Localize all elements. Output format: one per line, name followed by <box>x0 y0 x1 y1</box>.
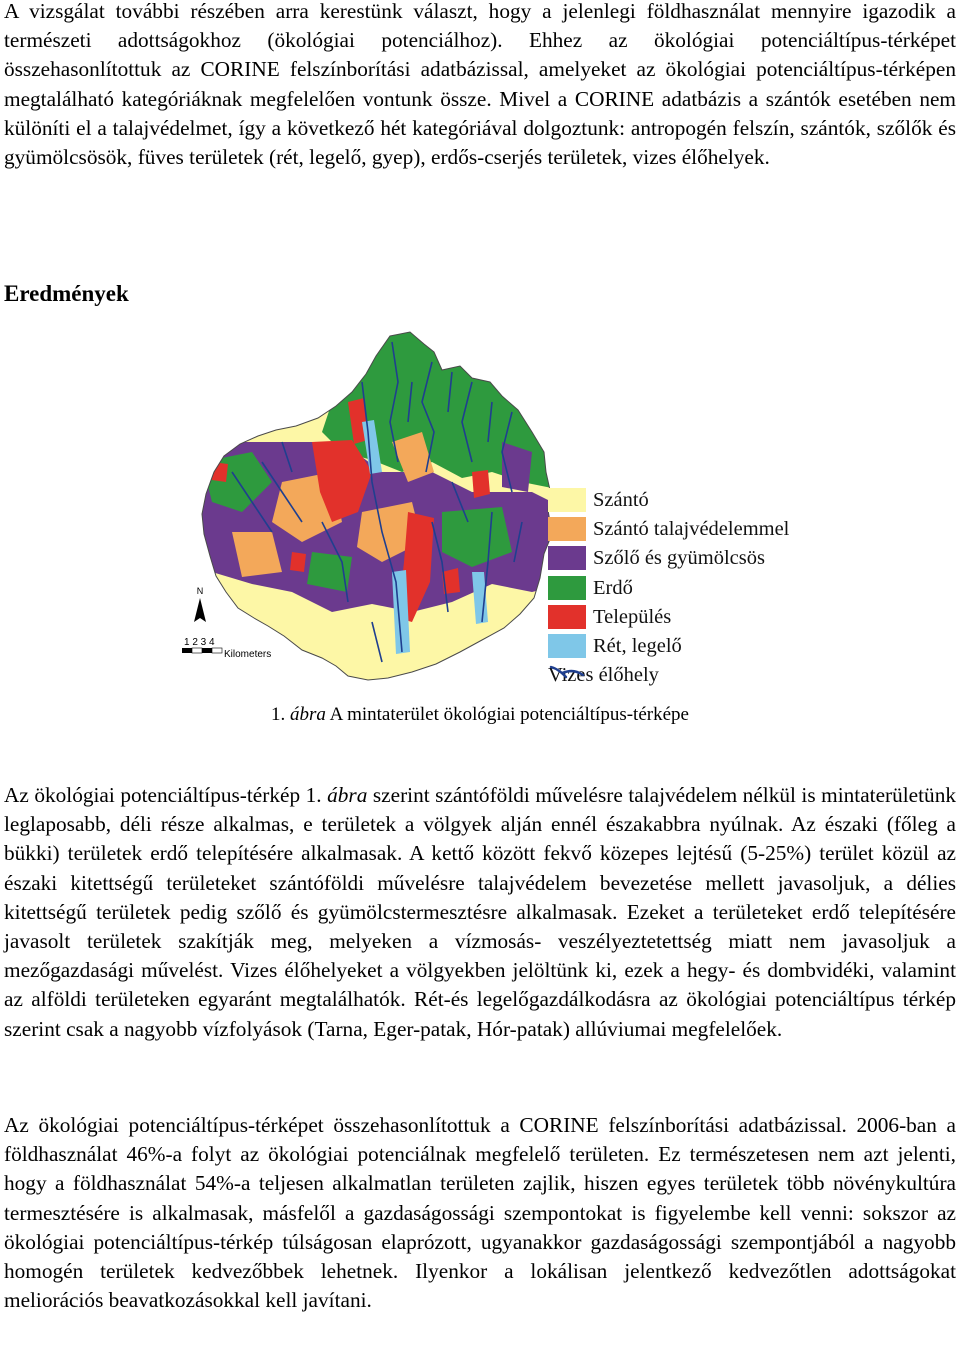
result-paragraph-1 <box>4 781 956 1044</box>
section-heading: Eredmények <box>4 281 129 306</box>
legend-label: Szántó <box>593 488 649 511</box>
legend-swatch <box>548 634 586 658</box>
scale-bar <box>182 637 271 660</box>
legend-label: Szántó talajvédelemmel <box>593 517 790 540</box>
legend-item-vizes-elohely <box>548 661 818 690</box>
scale-unit: Kilometers <box>224 649 272 660</box>
legend-swatch <box>548 546 586 570</box>
legend-label: Rét, legelő <box>593 635 682 658</box>
legend-item-szanto-talajvedelemmel <box>548 514 818 543</box>
figure-ecological-potential-map <box>172 322 812 694</box>
figure-caption <box>4 702 956 728</box>
text-run: Az ökológiai potenciáltípus-térkép 1. <box>4 783 328 807</box>
legend-swatch <box>548 576 586 600</box>
caption-number: 1. <box>271 704 286 725</box>
legend-label: Település <box>593 605 672 628</box>
result-paragraph-2: Az ökológiai potenciáltípus-térképet összehasonlítottuk a CORINE felszínborítási adatbázissal. 2006-ban a földhasználat 46%-a folyt az ökológiai potenciálnak megfelelő területen. Ez természetesen nem azt jelenti, hogy a földhasználat 54%-a teljesen alkalmatlan területen zajlik, hiszen egyes területek több növénykultúra termesztésére is alkalmasak, másfelől a gazdaságossági szempontokat is figyelembe kell venni: sokszor az ökológiai potenciáltípus-térkép túlságosan elaprózott, ugyanakkor gazdaságossági szempontjából a nagyobb homogén területek kedvezőbbek lehetnek. Ilyenkor a lokálisan jelentkező kedvezőtlen adottságokat meliorációs beavatkozásokkal kell javítani. <box>4 1113 956 1313</box>
caption-word: ábra <box>290 704 326 725</box>
legend-swatch <box>548 488 586 512</box>
north-arrow-icon <box>194 598 206 622</box>
legend-item-telepules <box>548 602 818 631</box>
legend-swatch <box>548 517 586 541</box>
legend-item-erdo <box>548 573 818 602</box>
legend-label: Erdő <box>593 576 633 599</box>
legend-label: Szőlő és gyümölcsös <box>593 547 765 570</box>
stream-line-icon <box>548 661 586 685</box>
legend-item-szolo-es-gyumolcsos <box>548 544 818 573</box>
legend-label: Vizes élőhely <box>548 664 659 687</box>
intro-paragraph: A vizsgálat további részében arra kerestünk választ, hogy a jelenlegi földhasználat mennyire igazodik a természeti adottságokhoz (ökológiai potenciálhoz). Ehhez az ökológiai potenciáltípus-térképet összehasonlítottuk az CORINE felszínborítási adatbázissal, amelyeket az ökológiai potenciáltípus-térképen megtalálható kategóriáknak megfelelően vontunk össze. Mivel a CORINE adatbázis a szántók esetében nem különíti el a talajvédelmet, így a következő hét kategóriával dolgoztunk: antropogén felszín, szántók, szőlők és gyümölcsösök, füves területek (rét, legelő, gyep), erdős-cserjés területek, vizes élőhelyek. <box>4 0 956 170</box>
map-legend <box>548 485 818 690</box>
legend-item-szanto <box>548 485 818 514</box>
scale-numbers: 1 2 3 4 <box>184 637 215 648</box>
north-label: N <box>196 586 204 596</box>
legend-item-ret-legelo <box>548 631 818 660</box>
legend-swatch <box>548 605 586 629</box>
text-run-italic: ábra <box>327 783 368 807</box>
text-run: szerint szántóföldi művelésre talajvédelem nélkül is mintaterületünk leglaposabb, déli része alkalmas, e területek a völgyek alján ennél északabbra nyúlnak. Az északi (főleg a bükki) területek erdő telepítésére alkalmasak. A kettő között fekvő közepes lejtésű (5-25%) terület közül az északi kitettségű területeket szántóföldi művelésre talajvédelem bevezetése mellett javasoljuk, a délies kitettségű területek pedig szőlő és gyümölcstermesztésre alkalmasak. Ezeket a területeket erdő telepítésére javasolt területek szakítják meg, melyeken a vízmosás- veszélyeztetettség miatt nem javasoljuk a mezőgazdasági művelést. Vizes élőhelyeket a völgyekben jelöltünk ki, ezek a hegy- és dombvidéki, valamint az alföldi területeken egyaránt megtalálhatók. Rét-és legelőgazdálkodásra az ökológiai potenciáltípus térkép szerint csak a nagyobb vízfolyások (Tarna, Eger-patak, Hór-patak) allúviumai megfelelőek. <box>4 783 956 1041</box>
caption-text: A mintaterület ökológiai potenciáltípus-térképe <box>329 704 689 725</box>
